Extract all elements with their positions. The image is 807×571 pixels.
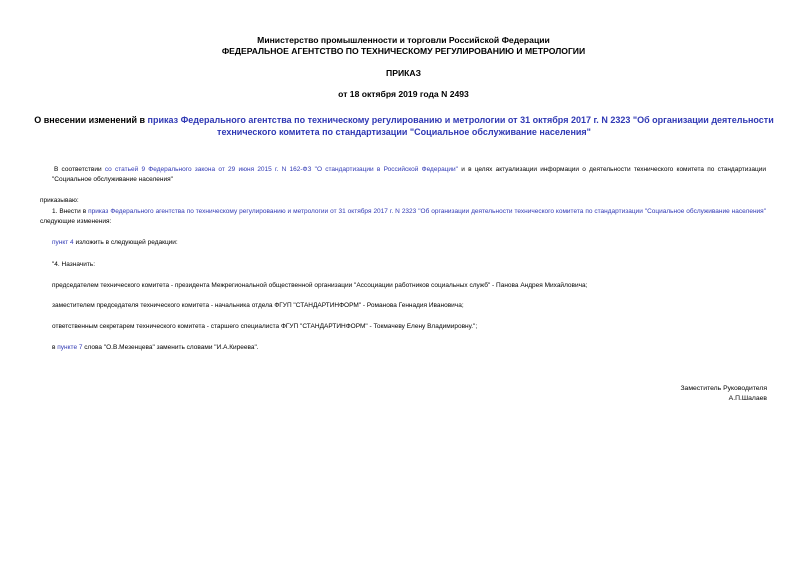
document-date-number: от 18 октября 2019 года N 2493: [338, 89, 469, 99]
chair-appointment: председателем технического комитета - президента Межрегиональной общественной организации "Ассоциации работников социальных служб" - Панова Андрея Михайловича;: [52, 282, 588, 289]
order-word: приказываю:: [40, 197, 79, 204]
deputy-appointment: заместителем председателя технического комитета - начальника отдела ФГУП "СТАНДАРТИНФОРМ" - Романова Геннадия Ивановича;: [52, 302, 464, 309]
point-4-after: изложить в следующей редакции:: [73, 239, 178, 246]
amended-order-link[interactable]: приказ Федерального агентства по техническому регулированию и метрологии от 31 октября 2017 г. N 2323 "Об организации деятельности технического комитета по стандартизации "Социальное обслуживание населения": [88, 208, 766, 215]
point-4-paragraph: [52, 238, 178, 248]
ministry-name: Министерство промышленности и торговли Российской Федерации: [257, 35, 550, 45]
document-type: ПРИКАЗ: [386, 68, 421, 78]
point-7-after: слова "О.В.Мезенцева" заменить словами "И.А.Киреева".: [82, 344, 259, 351]
point-4-link[interactable]: пункт 4: [52, 239, 74, 246]
item-1-before: 1. Внести в: [52, 208, 89, 215]
federal-law-link[interactable]: со статьей 9 Федерального закона от 29 июня 2015 г. N 162-ФЗ "О стандартизации в Российской Федерации": [104, 166, 458, 173]
signature-name: А.П.Шалаев: [728, 395, 767, 402]
preamble-after: и в целях актуализации информации о деятельности технического комитета по стандартизации "Социальное обслуживание населения": [52, 166, 766, 183]
title-prefix: О внесении изменений в: [34, 115, 148, 125]
title-order-link[interactable]: приказ Федерального агентства по техническому регулированию и метрологии от 31 октября 2017 г. N 2323 "Об организации деятельности технического комитета по стандартизации "Социальное обслуживание населения": [147, 115, 774, 137]
point-7-paragraph: [52, 343, 259, 353]
document-title: [30, 114, 778, 138]
agency-name: ФЕДЕРАЛЬНОЕ АГЕНТСТВО ПО ТЕХНИЧЕСКОМУ РЕГУЛИРОВАНИЮ И МЕТРОЛОГИИ: [221, 46, 586, 56]
appoint-heading: "4. Назначить:: [52, 261, 95, 268]
point-7-before: в: [52, 344, 58, 351]
signature-position: Заместитель Руководителя: [680, 385, 767, 392]
item-1-paragraph: [40, 207, 766, 227]
secretary-appointment: ответственным секретарем технического комитета - старшего специалиста ФГУП "СТАНДАРТИНФОРМ" - Токмачеву Елену Владимировну.";: [52, 323, 478, 330]
item-1-after: следующие изменения:: [40, 218, 112, 225]
preamble-before: В соответствии: [54, 166, 105, 173]
point-7-link[interactable]: пункте 7: [57, 344, 83, 351]
preamble-paragraph: [52, 165, 766, 185]
